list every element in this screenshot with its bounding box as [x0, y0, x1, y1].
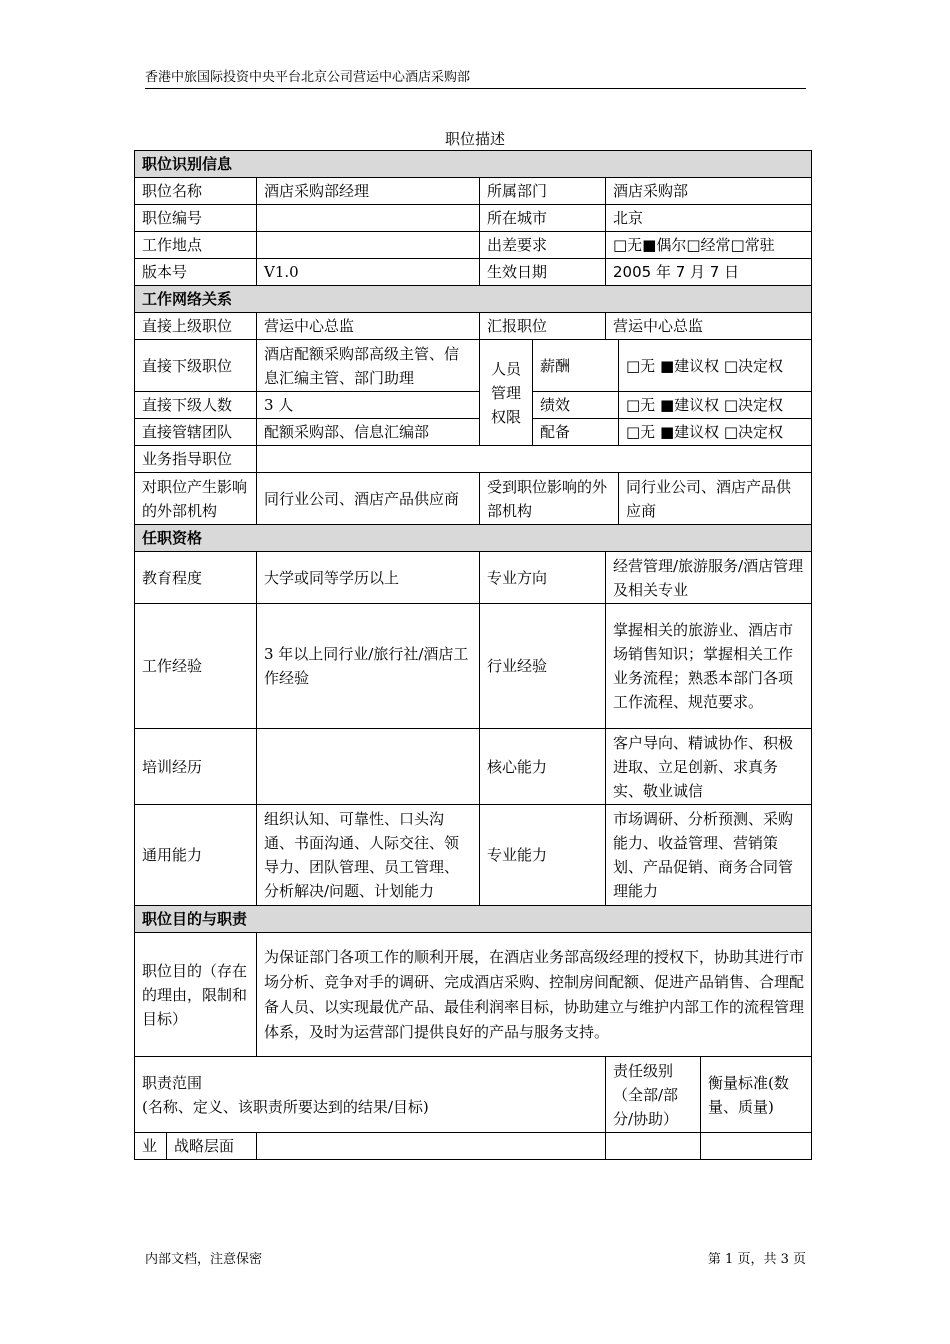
training-value	[257, 729, 480, 805]
measure-header: 衡量标准(数量、质量)	[701, 1057, 812, 1133]
department-label: 所属部门	[480, 178, 606, 205]
team-value: 配额采购部、信息汇编部	[257, 419, 480, 446]
goal-label: 职位目的（存在的理由，限制和目标）	[135, 933, 257, 1057]
version-label: 版本号	[135, 259, 257, 286]
guidance-value	[257, 446, 812, 473]
work-location-value	[257, 232, 480, 259]
professional-competency-value: 市场调研、分析预测、采购能力、收益管理、营销策划、产品促销、商务合同管理能力	[606, 805, 812, 906]
duty-category-cell: 业	[135, 1133, 167, 1160]
affected-value: 同行业公司、酒店产品供应商	[619, 473, 812, 525]
department-value: 酒店采购部	[606, 178, 812, 205]
superior-value: 营运中心总监	[257, 313, 480, 340]
affected-label: 受到职位影响的外部机构	[480, 473, 619, 525]
job-name-label: 职位名称	[135, 178, 257, 205]
travel-label: 出差要求	[480, 232, 606, 259]
section-identity-title: 职位识别信息	[135, 151, 812, 178]
experience-value: 3 年以上同行业/旅行社/酒店工作经验	[257, 604, 480, 729]
experience-label: 工作经验	[135, 604, 257, 729]
report-value: 营运中心总监	[606, 313, 812, 340]
work-location-label: 工作地点	[135, 232, 257, 259]
hr-authority-label: 人员管理权限	[480, 340, 533, 446]
general-competency-value: 组织认知、可靠性、口头沟通、书面沟通、人际交往、领导力、团队管理、员工管理、分析解决/问题、计划能力	[257, 805, 480, 906]
core-competency-value: 客户导向、精诚协作、积极进取、立足创新、求真务实、敬业诚信	[606, 729, 812, 805]
city-label: 所在城市	[480, 205, 606, 232]
travel-value: □无■偶尔□经常□常驻	[606, 232, 812, 259]
salary-authority: □无 ■建议权 □决定权	[619, 340, 812, 392]
section-network-title: 工作网络关系	[135, 286, 812, 313]
salary-label: 薪酬	[533, 340, 619, 392]
major-value: 经营管理/旅游服务/酒店管理及相关专业	[606, 552, 812, 604]
training-label: 培训经历	[135, 729, 257, 805]
performance-authority: □无 ■建议权 □决定权	[619, 392, 812, 419]
footer-confidential: 内部文档，注意保密	[145, 1252, 263, 1267]
influence-value: 同行业公司、酒店产品供应商	[257, 473, 480, 525]
subordinate-value: 酒店配额采购部高级主管、信息汇编主管、部门助理	[257, 340, 480, 392]
strategy-level-value	[606, 1133, 701, 1160]
goal-value: 为保证部门各项工作的顺利开展，在酒店业务部高级经理的授权下，协助其进行市场分析、竞争对手的调研、完成酒店采购、控制房间配额、促进产品销售、合理配备人员、以实现最优产品、最佳利润率目标，协助建立与维护内部工作的流程管理体系，及时为运营部门提供良好的产品与服务支持。	[257, 933, 812, 1057]
scope-label: 职责范围	[142, 1073, 203, 1092]
strategy-duty-cell	[257, 1133, 606, 1160]
job-description-table	[134, 150, 812, 1160]
industry-value: 掌握相关的旅游业、酒店市场销售知识；掌握相关工作业务流程；熟悉本部门各项工作流程、规范要求。	[606, 604, 812, 729]
team-label: 直接管辖团队	[135, 419, 257, 446]
general-competency-label: 通用能力	[135, 805, 257, 906]
professional-competency-label: 专业能力	[480, 805, 606, 906]
section-purpose	[135, 906, 812, 933]
version-value: V1.0	[257, 259, 480, 286]
subordinate-label: 直接下级职位	[135, 340, 257, 392]
staffing-authority: □无 ■建议权 □决定权	[619, 419, 812, 446]
document-title: 职位描述	[444, 130, 505, 148]
guidance-label: 业务指导职位	[135, 446, 257, 473]
strategy-measure-value	[701, 1133, 812, 1160]
strategy-level-cell: 战略层面	[167, 1133, 257, 1160]
education-value: 大学或同等学历以上	[257, 552, 480, 604]
industry-label: 行业经验	[480, 604, 606, 729]
section-qualification	[135, 525, 812, 552]
job-code-label: 职位编号	[135, 205, 257, 232]
effective-date-value: 2005 年 7 月 7 日	[606, 259, 812, 286]
section-purpose-title: 职位目的与职责	[135, 906, 812, 933]
job-code-value	[257, 205, 480, 232]
superior-label: 直接上级职位	[135, 313, 257, 340]
footer-page-number: 第 1 页，共 3 页	[707, 1252, 806, 1267]
section-qualification-title: 任职资格	[135, 525, 812, 552]
influence-label: 对职位产生影响的外部机构	[135, 473, 257, 525]
level-header: 责任级别（全部/部分/协助）	[606, 1057, 701, 1133]
section-identity	[135, 151, 812, 178]
core-competency-label: 核心能力	[480, 729, 606, 805]
section-network	[135, 286, 812, 313]
effective-date-label: 生效日期	[480, 259, 606, 286]
scope-subtitle: (名称、定义、该职责所要达到的结果/目标)	[142, 1097, 429, 1116]
performance-label: 绩效	[533, 392, 619, 419]
major-label: 专业方向	[480, 552, 606, 604]
job-name-value: 酒店采购部经理	[257, 178, 480, 205]
education-label: 教育程度	[135, 552, 257, 604]
subordinate-count-label: 直接下级人数	[135, 392, 257, 419]
staffing-label: 配备	[533, 419, 619, 446]
scope-header	[135, 1057, 606, 1133]
report-label: 汇报职位	[480, 313, 606, 340]
city-value: 北京	[606, 205, 812, 232]
subordinate-count-value: 3 人	[257, 392, 480, 419]
page-header: 香港中旅国际投资中央平台北京公司营运中心酒店采购部	[145, 66, 806, 89]
